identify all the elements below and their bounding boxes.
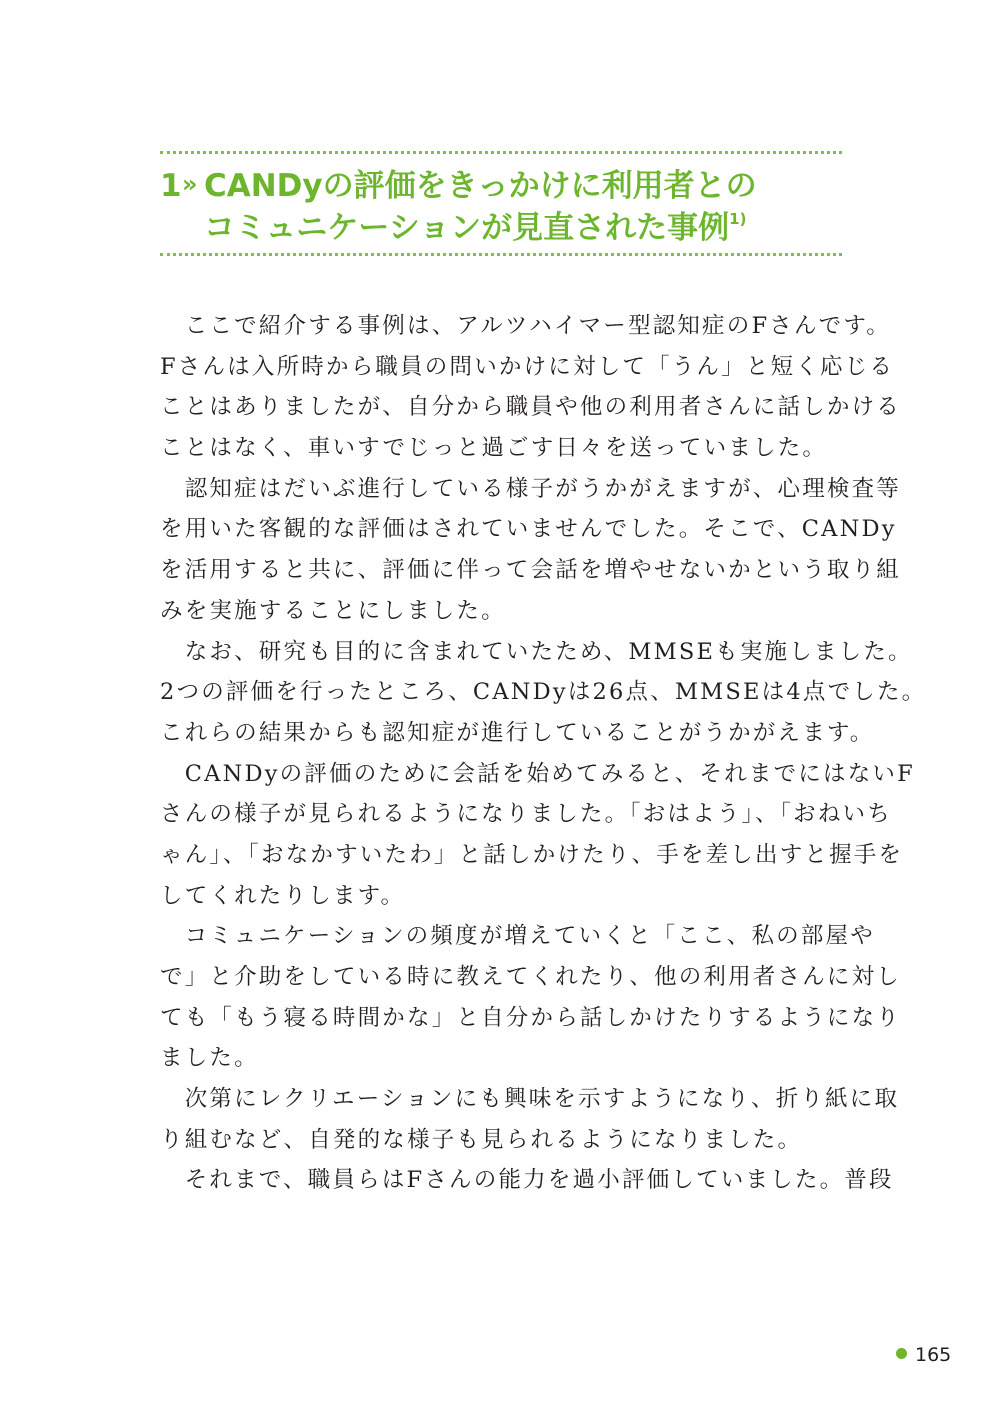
body-line: それまで、職員らはFさんの能力を過小評価していました。普段 [160,1167,894,1194]
body-line: ここで紹介する事例は、アルツハイマー型認知症のFさんです。 [160,313,891,339]
body-line: ても「もう寝る時間かな」と自分から話しかけたりするようになり [160,1004,902,1031]
body-line: を用いた客観的な評価はされていませんでした。そこで、CANDy [160,516,897,543]
body-line: ことはなく、車いすでじっと過ごす日々を送っていました。 [160,435,828,462]
body-line: コミュニケーションの頻度が増えていくと「ここ、私の部屋や [160,923,875,950]
body-line: CANDyの評価のために会話を始めてみると、それまでにはないF [160,760,915,787]
footnote-reference: 1) [729,210,747,228]
body-line: を活用すると共に、評価に伴って会話を増やせないかという取り組 [160,557,902,584]
body-line: 認知症はだいぶ進行している様子がうかがえますが、心理検査等 [160,475,902,502]
heading-title-line2: コミュニケーションが見直された事例 [204,210,730,246]
body-line: これらの結果からも認知症が進行していることがうかがえます。 [160,719,875,746]
section-heading [160,163,860,249]
heading-title-line1: CANDyの評価をきっかけに利用者との [204,168,757,204]
body-line: ゃん」、「おなかすいたわ」と話しかけたり、手を差し出すと握手を [160,841,904,868]
body-line: Fさんは入所時から職員の問いかけに対して「うん」と短く応じる [160,353,895,380]
body-line: してくれたりします。 [160,882,406,909]
body-line: さんの様子が見られるようになりました。「おはよう」、「おねいち [160,801,892,828]
heading-bottom-divider [160,253,842,256]
page-number-text: 165 [915,1344,952,1366]
body-line: り組むなど、自発的な様子も見られるようになりました。 [160,1126,803,1153]
body-text [160,306,927,1201]
chevron-icon: » [182,170,198,198]
body-line: なお、研究も目的に含まれていたため、MMSEも実施しました。 [160,638,913,665]
body-line: ことはありましたが、自分から職員や他の利用者さんに話しかける [160,394,902,421]
body-line: ました。 [160,1045,259,1072]
section-number: 1 [160,168,182,204]
body-line: 2つの評価を行ったところ、CANDyは26点、MMSEは4点でした。 [160,679,927,706]
body-line: 次第にレクリエーションにも興味を示すようになり、折り紙に取 [160,1086,900,1113]
body-line: で」と介助をしている時に教えてくれたり、他の利用者さんに対し [160,964,902,990]
page-number [896,1344,951,1366]
bullet-dot-icon [896,1348,907,1359]
body-line: みを実施することにしました。 [160,597,506,624]
heading-top-divider [160,151,842,154]
